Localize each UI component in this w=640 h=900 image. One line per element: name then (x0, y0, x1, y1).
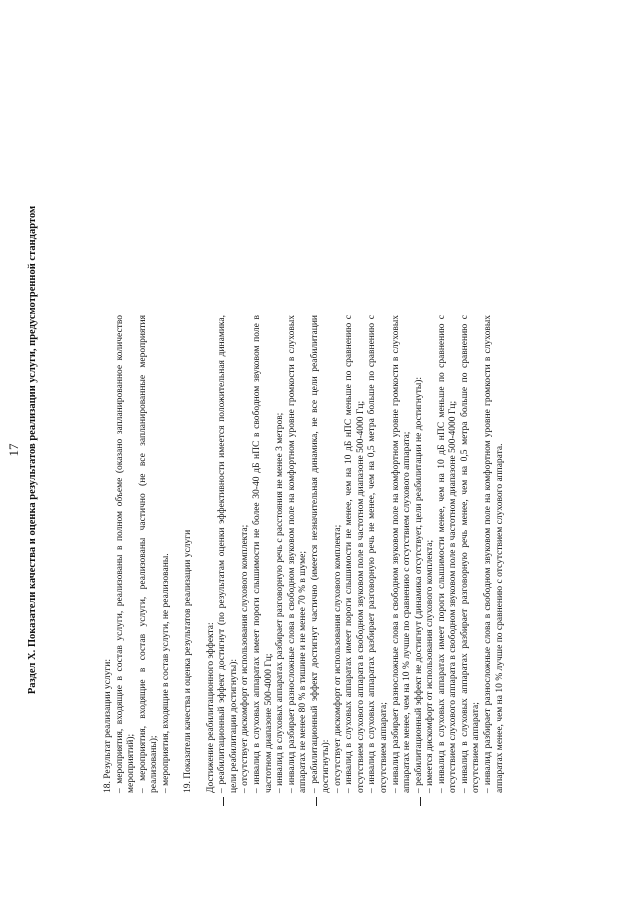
list-item-effect-partial: – реабилитационный эффект достигнут частично (имеется незначительная динамика, не все цели реабилитации достигнуты): (309, 315, 332, 793)
paragraph-effect-intro: Достижение реабилитационного эффекта: (205, 622, 216, 793)
list-item-criterion: – отсутствует дискомфорт от использования слухового комплекта; (332, 524, 343, 793)
list-item-effect-not-achieved: – реабилитационный эффект не достигнут (динамика отсутствует, цели реабилитации не достигнуты): (414, 315, 426, 793)
list-item-criterion: – инвалид в слуховых аппаратах имеет пороги слышимости не более 30-40 дБ нПС в свободном звуковом поле в частотном диапазоне 500-4000 Гц; (252, 315, 274, 793)
list-item-criterion: – инвалид в слуховых аппаратах разбирает разговорную речь с расстояния не менее 3 метров; (275, 412, 286, 793)
list-item-criterion: – отсутствует дискомфорт от использования слухового комплекта; (240, 524, 251, 793)
list-item-result-partial: – мероприятия, входящие в состав услуги, реализованы частично (не все запланированные мероприятия реализованы); (137, 315, 160, 793)
list-item-criterion: – инвалид в слуховых аппаратах имеет пороги слышимости менее, чем на 10 дБ нПС меньше по сравнению с отсутствием слухового аппарата в свободном звуковом поле в частотном диапазоне 500-4000 Гц; (436, 315, 459, 793)
list-item-criterion: – инвалид разбирает разносложные слова в свободном звуковом поле на комфортном уровне громкости в слуховых аппаратах менее, чем на 10 % лучше по сравнению с отсутствием слухового аппарата. (482, 315, 505, 793)
section-heading: Раздел X. Показатели качества и оценка результатов реализации услуги, предусмотренной стандартом (27, 205, 38, 695)
list-item-criterion: – имеется дискомфорт от использования слухового комплекта; (425, 539, 436, 793)
list-item-criterion: – инвалид в слуховых аппаратах разбирает разговорную речь не менее, чем на 0,5 метра больше по сравнению с отсутствием аппарата; (367, 315, 390, 793)
list-item-result-full: – мероприятия, входящие в состав услуги, реализованы в полном объеме (оказано запланированное количество мероприятий); (114, 315, 137, 793)
list-item-criterion: – инвалид разбирает разносложные слова в свободном звуковом поле на комфортном уровне громкости в слуховых аппаратах не менее 80 % в тишине и не менее 70 % в шуме; (286, 315, 309, 793)
list-item-effect-achieved: – реабилитационный эффект достигнут (по результатам оценки эффективности имеется положительная динамика, цели реабилитации достигнуты): (217, 315, 239, 793)
paragraph-spacer (172, 315, 183, 793)
list-item-criterion: – инвалид в слуховых аппаратах имеет пороги слышимости не менее, чем на 10 дБ нПС меньше по сравнению с отсутствием слухового аппарата в свободном звуковом поле в частотном диапазоне 500-4000 Гц; (344, 315, 366, 793)
paragraph-quality-heading: 19. Показатели качества и оценка результатов реализации услуги (183, 529, 194, 793)
list-item-criterion: – инвалид в слуховых аппаратах разбирает разговорную речь менее, чем на 0,5 метра больше по сравнению с отсутствием аппарата; (459, 315, 482, 793)
page-number: 17 (6, 443, 21, 457)
document-body (103, 315, 506, 793)
paragraph-result-heading: 18. Результат реализации услуги: (103, 659, 113, 793)
list-item-result-none: – мероприятия, входящие в состав услуги, не реализованы. (160, 553, 171, 793)
paragraph-spacer (195, 315, 206, 793)
list-item-criterion: – инвалид разбирает разносложные слова в свободном звуковом поле на комфортном уровне громкости в слуховых аппаратах не менее, чем на 10 % лучше по сравнению с отсутствием слухового аппарата; (390, 315, 413, 793)
